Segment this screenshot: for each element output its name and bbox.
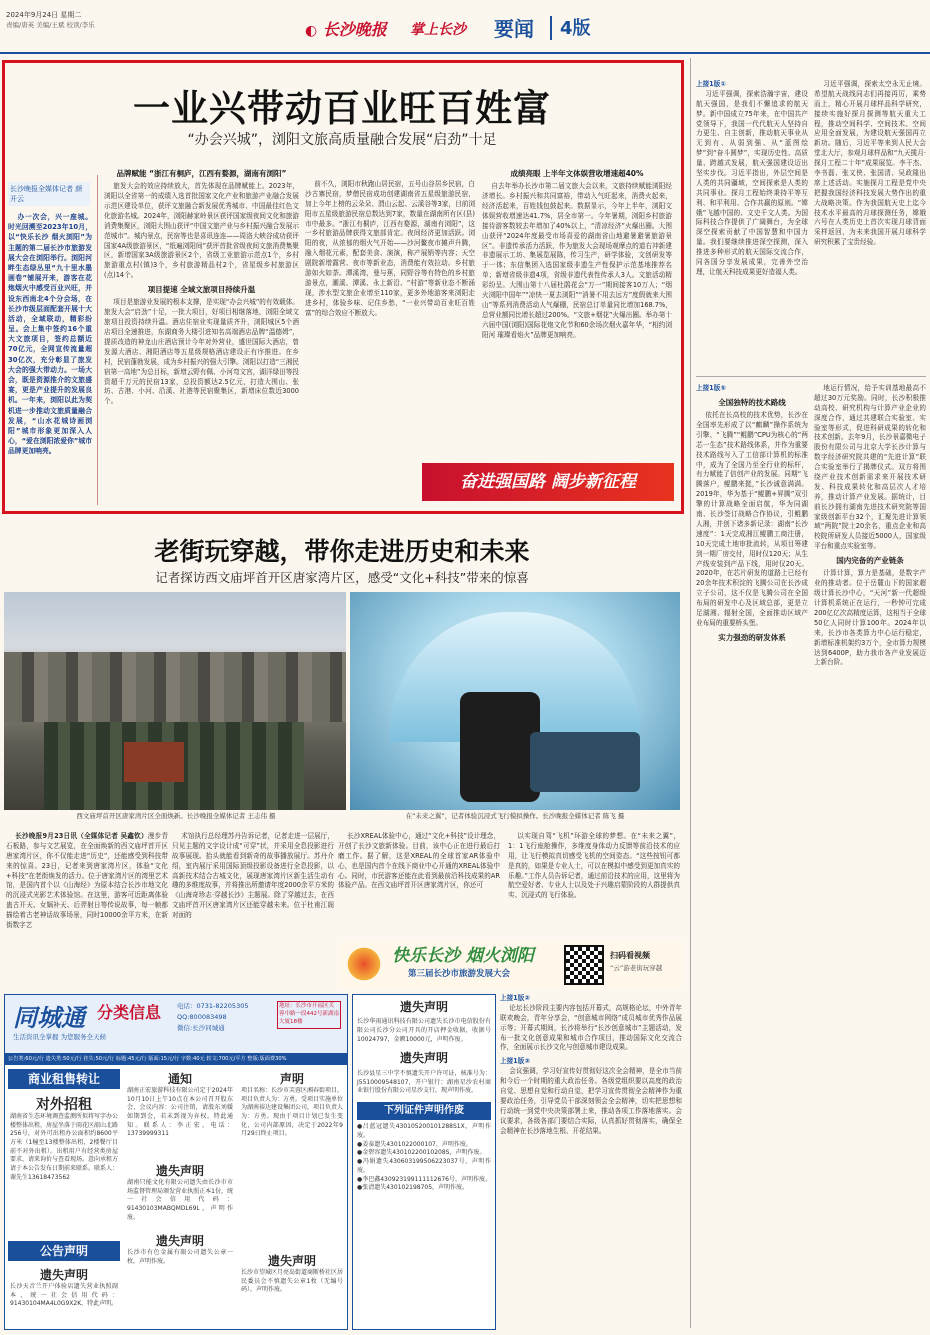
lost3-title: 遗失声明 <box>155 1234 204 1248</box>
lost5-title: 遗失声明 <box>399 1051 448 1066</box>
second-col-2 <box>172 832 334 982</box>
section-text-3: 前不久，浏阳市秋跑山居民宿，五号山谷居乡民宿，白沙古寨民宿，梦僧民宿成功创建湖南省五星级旅游民宿，加上今年上榜的云朵朵、渭山云起、云溪谷等3家，目前浏阳市五星级旅游民宿总数达到7家，数量在湖南所有区(县)市中最多。“浙江有桐庐，江西有婺源，湖南有浏阳”，这一乡村旅游品牌获得文旅部肯定。夜间经济更加活跃。浏阳的夜，从浓郁的烟火气开始——沙河鳌夜市摊声升腾，融入烟花元素，配套美食、演演，称产展销等内容；天空剧院新增露营、夜市等新业态，消费能有效拉动。乡村旅游如火如荼。潭溪湾，曼与蕉，同野谷等有特色的乡村旅游景点，潮溪、潭溪、永上新沿、“村游”等新业态不断涌现，涉水型文旅企业增至110家，更多外地游客来浏阳走进乡村，体验乡味、记住乡愁，“一业兴带动百业旺百姓富”的综合效应不断放大。 <box>305 180 475 317</box>
continued-text-g: 会议强调，学习好宣传好贯彻好这次全会精神，是全市当前和今后一个时期的重大政治任务。各级党组织要以高度的政治自觉、思想自觉和行动自觉，把学习宣传贯彻全会精神作为重要政治任务，引导党员干部深刻领会全会精神，切实把思想和行动统一到党中央决策部署上来，推动各项工作落地落实。会议要求，各级各部门要结合实际，认真抓好贯彻落实，确保全会精神在长沙落地生根、开花结果。 <box>500 1067 682 1135</box>
cert-item: ●李巴鑫430923199111112676号，声明作废。 <box>357 1175 491 1183</box>
cert-item: ●金碧容遗失43010220010208S，声明作废。 <box>357 1149 486 1157</box>
cert-item: ●冯娟遗失430603199506223037号，声明作废。 <box>357 1158 491 1174</box>
lost4-text: 长沙华雨通讯科技有限公司遗失长沙市电信股份有限公司长沙分公司开具的开店押金收据，收据号10024797，金额10000元，声明作废。 <box>357 1018 491 1043</box>
lost2-text: 湖南只能文化有限公司遗失由长沙市市场监督管理局颁发营业执照正本1份，统一社会信用代码：91430103MABQMDL69L，声明作废。 <box>127 1179 233 1221</box>
second-text-3: 长沙XREAL体验中心，通过“文化+科技”设计理念，开创了长沙文旅新体验。目前，该中心正在进行最后打磨工作。据了解，这是XREAL的全球首家AR体验中心，也是国内首个在线下商业中心开通的XREAL体验中心。同时，市民游客还能在此看到最前沿科技成果的AR体验产品。在西文庙坪首开区唐家湾片区，你还可 <box>338 832 500 890</box>
header-date: 2024年9月24日 星期二 <box>6 11 82 19</box>
recruit-text: 湖南省生态环境调查监测所拟将写字办公楼整体出租，房屋坐落于雨花区韶山北路256号，对外可出租办公面积约8600平方米（1幢至13楼整体出租，2楼餐厅目前不对外出租）。出租用户有经营类房屋要求，请来询价与查看现场。意向承租方请于本公告发布日期前来联系。联系人：谢先生13618473562 <box>10 1113 119 1181</box>
event-logo-icon <box>344 946 384 982</box>
cert-list <box>353 1123 495 1193</box>
classified-address: 地址：长沙市开福区芙蓉中路一段442号新湖南大厦18楼 <box>277 1001 341 1029</box>
brand-logo: ◐ 长沙晚报 <box>305 20 387 39</box>
right-col-a <box>696 80 808 370</box>
lost1-title: 遗失声明 <box>39 1268 88 1282</box>
jump-label-1: 上接1版① <box>696 80 726 88</box>
section-text-4: 自去年举办长沙市第二届文旅大会以来，文旅持续赋能浏阳经济增长。乡村振兴和共同富裕，带动入气旺起来，消费火起来，经济活起来，百姓钱包鼓起来。数据显示，今年上半年，浏阳文体娱营收增速达41.7%，居全市第一。今年暑期，浏阳乡村旅游接待游客数较去年增加了40%以上，“清凉经济”火爆出圈。大围山获评“2024年度最受市场喜爱的湖南省山地避暑避暑旅游景区”。非遗传承活力活跃，作为旅发大会现场观摩点的道右冲新建非遗展示工坊、集展览展陈，传习生产，研学体验，文创研发等于一体；东信集团入选国家级非遗生产性保护示范基地推荐名单；新增省级非遗4项，省级非遗代表性传承人3人。文旅活动精彩纷呈。大围山第十八届杜鹃花会“万一”期间接客10万人；“烟火浏阳中国年”“凉快一夏去浏阳”“消暑不用去远方”度假就来大围山”等系列消费活动人气爆棚，民宿总订单量同比增加168.7%，总营业额同比增长超过200%。“文旅+烟花”火爆出圈。举办第十六届中国(浏阳)国际花炮文化节和60余场次烟火嘉年华，“相约浏阳河 璀璨看焰火”品牌更加响亮。 <box>482 182 672 339</box>
photo-old-street <box>4 592 346 810</box>
lost6-text: 长沙市望城区月亮岛街道商断桥社区居民委员会不慎遗失公章1枚（无编号码），声明作废。 <box>241 1269 344 1294</box>
classified-contacts <box>177 1001 248 1034</box>
section-name: 要闻 <box>494 17 534 41</box>
right-text-c: 依托在长高校的技术优势，长沙在全国率先形成了以“麒麟”操作系统为引擎、“飞腾”“鲲鹏”CPU为核心的“两芯一生态”技术路线体系，并作为重要技术路线写入了工信部计算机的标准中，成为了全国乃至全行业的标杆，有力赋能了信创产业的发展。同期“飞腾落户，鲲鹏来挺，”长沙诚意满满。2019年，华为基于“鲲鹏+昇腾”双引擎的计算战略全面启航，华为同湖南、长沙签订战略合作协议，引鲲鹏人湘，并创下诸多新记录：湖南“长沙速度”：1天完成湘江鲲鹏工商注册，10天完成土地审批流转，从项目筹建到一期厂房交付，用时仅120天；从生产线安装到产品下线，用时仅20天。2020年，在芯片研发的道路上已经有20余年技术积淀的飞腾公司在长沙成立子公司，这不仅是飞腾公司在全国布局的研发中心及区域总部，更是立足湖湘、辐射全国，全面推动区域产业布局的重要桥头堡。 <box>696 411 808 627</box>
classified-phone: 电话：0731-82205305 <box>177 1002 249 1010</box>
main-col-2 <box>305 180 475 500</box>
right-text-d: 地运行情况，给予实训基地最高不超过30万元奖励。同时，长沙积极推动高校、研究机构与计算产业企业的深度合作，通过共建联合实验室、实验室等形式，促进科研成果的转化和技术创新。去年9月，长沙景嘉微电子股份有限公司与北京大学长沙计算与数字经济研究院共建的“先进计算”联合实验室举行了揭牌仪式。双方将围绕产业技术创新需求来开展技术研发、科技成果转化和高层次人才培养，推动计算产业发展。据统计，目前长沙拥有湖南先进技术研究院等国家级创新平台32个，汇聚先进计算领域“两院”院士20余名，重点企业和高校院所研发人员接近5000人，国家级平台和重点实验室等。 <box>814 384 926 551</box>
byline: 长沙晚报全媒体记者 颜开云 <box>10 185 83 204</box>
second-story-subtitle: 记者探访西文庙坪首开区唐家湾片区，感受“文化+科技”带来的惊喜 <box>155 570 529 585</box>
classified-header <box>5 995 347 1053</box>
main-col-1 <box>104 165 299 495</box>
ad-event: 第三届长沙市旅游发展大会 <box>408 969 511 979</box>
right-col-c <box>696 384 808 1324</box>
qr-code-icon[interactable] <box>564 945 604 985</box>
lost-notices-column <box>352 994 496 1330</box>
lead-text: 办一次会，兴一座城。时光回溯至2023年10月，以“快乐长沙 烟火浏阳”为主题的第二届长沙市旅游发展大会在浏阳举行。浏阳河畔生态绿丛里“九十里水墨画卷”铺展开来，游客在花炮烟火中感受百业兴旺，并设东西南北4个分会场，在长沙市级层面配套开展十大活动，全域联动，精彩纷呈。会上集中签约16个重大文旅项目，签约总额近70亿元，全网宣传流量超30亿次，充分彰显了旅发大会的强大带动力。一场大会，既是资源推介的文旅盛宴，更是产业提升的发展良机。一年来，浏阳以此为契机进一步推动文旅质量融合发展，“山水花城诗画浏阳”城市形象更加深入人心，“爱在浏阳浓爱你”城市品牌更加响亮。 <box>8 213 92 456</box>
classified-wechat: 微信:长沙同城通 <box>177 1024 225 1033</box>
main-story-title: 一业兴带动百业旺百姓富 <box>133 87 551 130</box>
photo-flight-sim <box>350 592 680 810</box>
continued-text-f: 论坛长沙阶段主要内容包括开幕式，高规格论坛，中外青年联欢晚会，青年分享会，“创意城市网络”成员城市优秀作品展示等；开幕式期间，长沙将举行“长沙创意城市”主题活动，发布一批文化创意成果和城市合作项目，推动国际文化交流合作，全面展示长沙文化与创意城市建设成果。 <box>500 1003 682 1052</box>
right-head-1: 全国独特的技术路线 <box>718 397 786 407</box>
qr-subtext: “云”游老街玩穿越 <box>610 964 663 972</box>
main-col-3 <box>482 165 672 435</box>
right-text-e: 计算计算，算力是基础，是数字产业的推动者。位于岳麓山下的国家超级计算长沙中心，“天河”新一代超级计算机系统正在运行，一秒钟可完成200亿亿次高精度运算，这相当于全球50亿人同时计算100年。2024年以来，长沙市各类算力中心运行稳定，新增标准机架约3万个，全市算力规模达到6400P，助力我市各产业发展迈上新台阶。 <box>814 569 926 667</box>
notice-title: 通知 <box>167 1072 192 1086</box>
ad-slogan: 快乐长沙 烟火浏阳 <box>392 946 534 966</box>
section-text-1: 旅发大会的效应持续放大，首先体现在品牌赋能上。2023年，浏阳以全省第一的成绩入选首批国家文化产业和旅游产业融合发展示范区建设单位，获评文旅融合新发展优秀城市、中国最佳红色文化旅游名城。2024年，浏阳赫家岭景区获评国家级夜间文化和旅游消费集聚区，浏阳大围山获评“中国文旅产业与乡村振兴融合发展示范城市”。城内景点，民宿等也是喜讯连连——周洛大峡谷成功获评国家4A级旅游景区，“纸遍浏阳间”获评首批省级夜间文旅消费集聚区，新增国家3A级旅游景区2个，省级工业旅游示范点1个，乡村旅游重点村(镇)3个，乡村旅游精品村2个，省星级乡村旅游区(点)14个。 <box>104 182 299 280</box>
lead-column <box>8 212 92 502</box>
lost2-title: 遗失声明 <box>155 1164 204 1178</box>
section-head-2: 项目提速 全域文旅项目持续升温 <box>147 285 256 295</box>
section-head-4: 成绩亮眼 上半年文体娱营收增速超40% <box>510 169 644 178</box>
right-text-a: 习近平强调，探索浩瀚宇宙，建设航天强国，是我们不懈追求的航天梦。新中国成立75年来，在中国共产党领导下，我国一代代航天人坚持自力更生、自主创新，推动航天事业从无到有、从弱到强、从“蓝图绘梦”到“奋斗圆梦”，实现历史性、高质量、跨越式发展，航天强国建设迈出坚实步伐。习近平指出，外层空间是人类的共同疆域，空间探索是人类的共同事业。探月工程始终秉持平等互利、和平利用、合作共赢的原则。“嫦娥”飞越中国的、文史千文人类。为国际科技合作提供了广阔舞台，为全球深空探索贡献了中国智慧和中国力量。我们要继续推进深空探测，深入推进多种形式的航天国际交流合作，同各国分享发展成果，完善外空治理，让航天科技成果更好造福人类。 <box>696 89 808 276</box>
lost6-title: 遗失声明 <box>267 1254 316 1268</box>
right-head-3: 国内完备的产业链条 <box>836 556 904 566</box>
header-editors: 责编/唐英 美编/王斌 校读/李乐 <box>6 21 95 29</box>
lost4-title: 遗失声明 <box>399 1000 448 1014</box>
right-text-b: 习近平强调，探索太空永无止境。希望航天战线同志们再接再厉，乘势而上，精心开展月球样品科学研究，接续实施好探月探测等航天重大工程，推动空间科学、空间技术、空间应用全面发展，为建设航天强国再立新功。随后，习近平等来到人民大会堂北大厅，参观月球样品和“九天揽月·探月工程二十年”成果展览。李干杰、李书磊、张又侠、张国清、吴政隆出席上述活动。实施探月工程是党中央把握我国经济科技发展大势作出的重大战略决策。作为我国航天史上迄今技术水平最高的月球探测任务，嫦娥六号在人类历史上首次实现月球背面采样返回，为未来我国开展月球科学研究积累了宝贵经验。 <box>814 80 926 247</box>
continued-col-mid <box>500 994 682 1330</box>
right-head-2: 实力强劲的研发体系 <box>718 632 786 642</box>
decl-title: 声明 <box>279 1072 304 1086</box>
page-header <box>0 0 930 54</box>
second-text-1: 漫步青石板路，参与文艺展览，在全面焕新的西文庙坪首开区唐家湾片区，你不仅能走进“历史”，还能感受到科技带来的惊喜。23日，记者来到唐家湾片区，体验“文化+科技”在老街焕发的活力。位于唐家湾片区的湾里艺术馆，是国内首个以《山海经》为原本结合长沙市地文化的沉浸式光影艺术体验馆。在这里，游客可近距离体验蛊古开天、女娲补天、后羿射日等传说故事，每一帧都描绘着古老神话故事场景，同时10000余平方米，在新街数字艺 <box>6 832 168 930</box>
notice-text: 湖南正宏旅游科技有限公司定于2024年10月10日上午10点在本公司召开股东会，会议内容：公司注销，请股东刘媛如期到会，若未到视为弃权。特此通知。联系人：李正宏，电话：13739999311 <box>127 1087 233 1138</box>
classified-logo: 同城通 <box>13 1004 85 1032</box>
section-text-2: 项目是旅游业发展的根本支撑，是实现“办会兴城”的有效载体。旅发大会“启劲”十足，一批大项目，好项目相继落地，浏阳全域文旅项目投资持续升温。酒店住宿业实现量质齐升，浏阳城区5个酒店项目全速推进，东湖商务大楼引进知名高端酒店品牌“温德姆”，提质改造的神龙山庄酒店预计今年对外营业，盛世国际大酒店，曾发源大酒店、湘阳酒店等五星级规格酒店建设正有序推进。在乡村，民宿蓬勃发展，成为乡村振兴的强大引擎。浏阳以打造“三湘民宿第一高地”为总目标，新增云野有佩、小河弯文宫，湖洋绿田等投资超千万元的民宿13家，总投资额达2.5亿元，打造大围山、张坊、古港、小河、沿溪、社港等民宿聚集区，新增床位数近3000个。 <box>104 298 299 406</box>
qr-text: 扫码看视频 <box>610 951 650 960</box>
second-byline: 长沙晚报9月23日讯（全媒体记者 吴鑫钦） <box>15 832 148 840</box>
classified-rates: 公告类:60元/行 遗失类:50元/行 挂失:50元/行 标题:45元/行 版面:15元/行 字数:40元 软文:700元/平方 整版:版面费30% <box>5 1053 347 1065</box>
column-divider <box>97 175 98 505</box>
public-title: 公告声明 <box>8 1241 120 1261</box>
lost1-text: 长沙天音兰开户体验店遗失营业执照副本，统一社会信用代码：91430104MA4L0G9X2K，特此声明。 <box>10 1283 118 1308</box>
app-logo: 掌上长沙 <box>410 22 466 38</box>
classified-section <box>4 994 348 1330</box>
classified-qq: QQ:800083498 <box>177 1013 227 1022</box>
second-col-3 <box>338 832 500 942</box>
right-hr <box>696 376 926 377</box>
second-text-4: 以实现自驾“飞机”环游全球的梦想。在“未来之翼”，1：1飞行座舱操作，多维度身体动力反馈等前沿技术的应用，让飞行模拟真切感受飞机的空间姿态。“这些按钮可都是真的，如果是专业人士，可以在模拟中感受到更加真实的乐趣。”工作人员告诉记者，通过前沿技术的应用，这里将为航空爱好者、专业人士以及处于兴趣启蒙阶段的人群提供真实、沉浸式的飞行体验。 <box>508 832 680 900</box>
banner: 奋进强国路 阔步新征程 <box>422 463 674 501</box>
byline-box <box>8 182 90 206</box>
decl-text: 项目名称：长沙市芙蓉区湘春街项目，项目负责人为：方勇。受项目实施单位为湖南裕达建设集团公司，项目负责人为：方勇。现由于项目计划已发生变化，公司内部原因，决定于2022年9月29日终止项目。 <box>241 1087 343 1138</box>
lost3-text: 长沙市有色金属有限公司遗失公章一枚，声明作废。 <box>127 1249 233 1265</box>
right-col-d <box>814 384 926 1324</box>
second-text-2: 术馆执行总经理苏丹告诉记者，记者走进一层展厅，只见主题的文字设计成“可穿”状，并采用全息投影进行故事展现。抬头就能看到新奇的故事播放展厅。苏丹介绍，室内展厅采用国际顶级投影设备进行全息投影，以高新技术结合古城文化，展现唐家湾片区新生活生动有趣的多维度故事，并将推出所邀请年度2000余平方米的《山海奇珍志·穿越长沙》主题展。除了穿越过去，在西文庙坪首开区唐家湾片区还能穿越未来。位于杜甫江阁对面的 <box>172 832 334 920</box>
page-number: 4版 <box>560 18 591 39</box>
right-col-b <box>814 80 926 370</box>
caption-left: 西文庙坪首开区唐家湾片区全面焕新。长沙晚报全媒体记者 王志伟 摄 <box>76 812 276 820</box>
rent-title: 商业租售转让 <box>8 1069 120 1089</box>
caption-right: 在“未来之翼”，记者体验沉浸式飞行模拟操作。长沙晚报全媒体记者 陈飞 摄 <box>405 812 625 820</box>
second-col-1 <box>6 832 168 982</box>
section-head-1: 品牌赋能 “浙江有桐庐，江西有婺源，湖南有浏阳” <box>116 169 287 178</box>
classified-tagline: 生活资讯全掌握 为您服务全天候 <box>13 1033 107 1041</box>
second-story-title: 老街玩穿越，带你走进历史和未来 <box>154 537 530 566</box>
recruit-title: 对外招租 <box>36 1097 92 1113</box>
ad-strip <box>338 942 682 988</box>
jump-label-3: 上接1版② <box>500 994 530 1002</box>
second-col-4 <box>508 832 680 942</box>
cert-item: ●姜泰遗失4301022000107，声明作废。 <box>357 1140 472 1148</box>
jump-label-4: 上接1版③ <box>500 1057 530 1066</box>
main-story-subtitle: “办会兴城”，浏阳文旅高质量融合发展“启劲”十足 <box>187 132 497 148</box>
cert-title: 下列证件声明作废 <box>357 1102 491 1121</box>
lost5-text: 长沙县星三中学不慎遗失开户许可证，核准号为：J5510009548107，开户银行：湖南星沙农村商业银行股份有限公司星沙支行，现声明作废。 <box>357 1069 491 1095</box>
cert-item: ●张清遗失430102198705，声明作废。 <box>357 1184 469 1192</box>
cert-item: ●吕蓝冠遗失430105200101288S1X，声明作废。 <box>357 1123 491 1140</box>
classified-logo-sub: 分类信息 <box>97 1003 162 1022</box>
right-divider <box>690 58 691 1328</box>
jump-label-2: 上接1版⑤ <box>696 384 726 392</box>
header-divider <box>550 16 552 40</box>
